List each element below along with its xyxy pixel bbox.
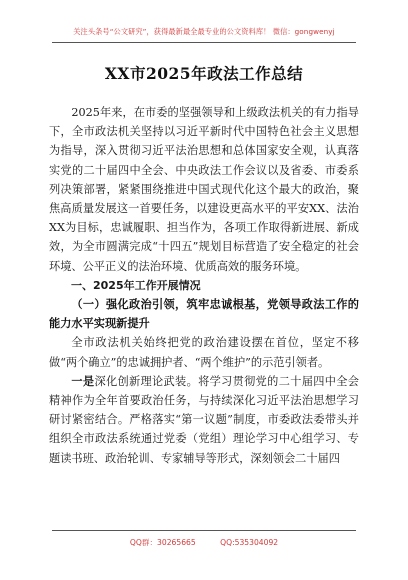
footer-qq-group: QQ群：30265665 [129,538,196,547]
intro-paragraph: 2025年来，在市委的坚强领导和上级政法机关的有力指导下，全市政法机关坚持以习近平新时代中国特色社会主义思想为指导，深入贯彻习近平法治思想和总体国家安全观，认真落实党的二十届四中全会、中央政法工作会议以及省委、市委系列决策部署，紧紧围绕推进中国式现代化这个最大的政治，聚焦高质量发展这一首要任务，以建设更高水平的平安XX、法治XX为目标，忠诚履职、担当作为，各项工作取得新进展、新成效，为全市圆满完成“十四五”规划目标营造了安全稳定的社会环境、公平正义的法治环境、优质高效的服务环境。 [49,106,359,273]
body-paragraph: 全市政法机关始终把党的政治建设摆在首位，坚定不移做“两个确立”的忠诚拥护者、“两个维护”的示范引领者。 [49,336,359,369]
section-heading: 一、2025年工作开展情况 [71,278,201,292]
footer-qq-contact: QQ:535304092 [220,538,279,547]
footer-banner [0,537,408,548]
lead-paragraph-text: 深化创新理论武装。将学习贯彻党的二十届四中全会精神作为全年首要政治任务，与持续深化习近平法治思想学习研讨紧密结合。严格落实“第一议题”制度，市委政法委带头并组织全市政法系统通过党委（党组）理论学习中心组学习、专题读书班、政治轮训、专家辅导等形式，深刻领会二十届四 [49,374,359,465]
header-banner: 关注头条号“公文研究”，获得最新最全最专业的公文资料库！ 微信：gongwenyj [73,27,335,36]
header-divider [52,42,356,43]
document-body [49,103,359,468]
subsection-heading: （一）强化政治引领，筑牢忠诚根基，党领导政法工作的能力水平实现新提升 [49,297,359,331]
footer-divider [52,530,356,531]
lead-phrase: 一是 [71,373,95,388]
body-paragraph-lead [49,372,359,468]
document-title: XX市2025年政法工作总结 [104,64,304,83]
